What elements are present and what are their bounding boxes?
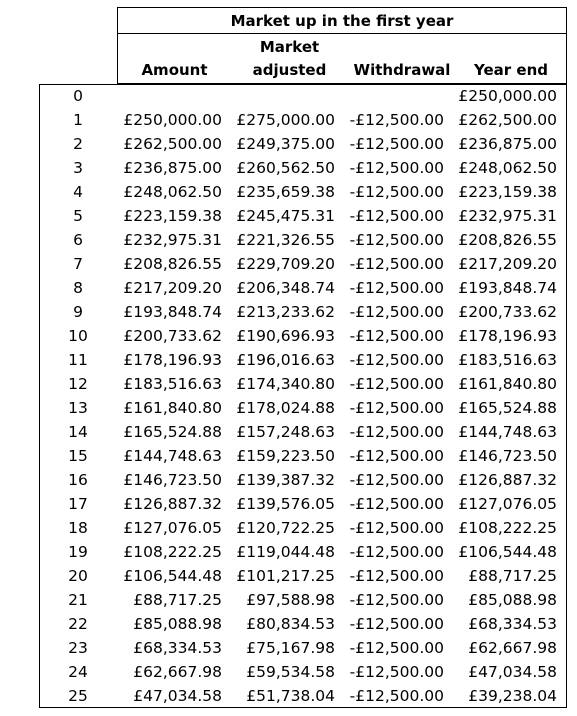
cell-amount: £165,524.88 [123, 423, 222, 441]
cell-year: 6 [73, 231, 83, 249]
cell-year: 0 [73, 87, 83, 105]
cell-year-end: £232,975.31 [458, 207, 557, 225]
cell-year: 13 [68, 399, 88, 417]
cell-year-end: £250,000.00 [458, 87, 557, 105]
column-header-row [117, 33, 567, 84]
table-row [39, 300, 567, 324]
cell-market-adjusted: £190,696.93 [236, 327, 335, 345]
cell-year: 24 [68, 663, 88, 681]
cell-withdrawal: -£12,500.00 [349, 447, 444, 465]
table-row [39, 84, 567, 108]
cell-amount: £106,544.48 [123, 567, 222, 585]
cell-year: 20 [68, 567, 88, 585]
cell-year-end: £62,667.98 [468, 639, 557, 657]
cell-withdrawal: -£12,500.00 [349, 375, 444, 393]
cell-amount: £47,034.58 [133, 687, 222, 705]
cell-market-adjusted: £139,576.05 [236, 495, 335, 513]
cell-market-adjusted: £245,475.31 [236, 207, 335, 225]
cell-amount: £178,196.93 [123, 351, 222, 369]
cell-year-end: £108,222.25 [458, 519, 557, 537]
cell-year: 3 [73, 159, 83, 177]
cell-market-adjusted: £101,217.25 [236, 567, 335, 585]
table-row [39, 180, 567, 204]
cell-year-end: £200,733.62 [458, 303, 557, 321]
table-row [39, 492, 567, 516]
cell-year-end: £193,848.74 [458, 279, 557, 297]
table-body [39, 84, 567, 708]
cell-market-adjusted: £157,248.63 [236, 423, 335, 441]
cell-year: 15 [68, 447, 88, 465]
cell-market-adjusted: £75,167.98 [246, 639, 335, 657]
cell-market-adjusted: £59,534.58 [246, 663, 335, 681]
table-title: Market up in the first year [117, 7, 567, 33]
table-row [39, 396, 567, 420]
cell-market-adjusted: £174,340.80 [236, 375, 335, 393]
table-row [39, 468, 567, 492]
table-row [39, 252, 567, 276]
cell-withdrawal: -£12,500.00 [349, 519, 444, 537]
cell-amount: £161,840.80 [123, 399, 222, 417]
table-row [39, 660, 567, 684]
cell-year: 25 [68, 687, 88, 705]
cell-year: 18 [68, 519, 88, 537]
cell-withdrawal: -£12,500.00 [349, 303, 444, 321]
cell-year: 16 [68, 471, 88, 489]
cell-withdrawal: -£12,500.00 [349, 687, 444, 705]
cell-year-end: £178,196.93 [458, 327, 557, 345]
cell-amount: £146,723.50 [123, 471, 222, 489]
cell-year: 14 [68, 423, 88, 441]
cell-year: 4 [73, 183, 83, 201]
cell-withdrawal: -£12,500.00 [349, 207, 444, 225]
cell-withdrawal: -£12,500.00 [349, 255, 444, 273]
table-row [39, 228, 567, 252]
cell-withdrawal: -£12,500.00 [349, 327, 444, 345]
cell-year: 19 [68, 543, 88, 561]
cell-year-end: £183,516.63 [458, 351, 557, 369]
cell-year: 9 [73, 303, 83, 321]
table-row [39, 420, 567, 444]
cell-amount: £183,516.63 [123, 375, 222, 393]
table-row [39, 132, 567, 156]
cell-withdrawal: -£12,500.00 [349, 567, 444, 585]
cell-withdrawal: -£12,500.00 [349, 495, 444, 513]
cell-market-adjusted: £139,387.32 [236, 471, 335, 489]
header-market-line1: Market [259, 38, 320, 56]
cell-year: 5 [73, 207, 83, 225]
cell-market-adjusted: £260,562.50 [236, 159, 335, 177]
cell-market-adjusted: £213,233.62 [236, 303, 335, 321]
table-row [39, 684, 567, 708]
cell-market-adjusted: £235,659.38 [236, 183, 335, 201]
cell-withdrawal: -£12,500.00 [349, 591, 444, 609]
cell-amount: £85,088.98 [133, 615, 222, 633]
cell-year: 12 [68, 375, 88, 393]
table-row [39, 612, 567, 636]
cell-year: 2 [73, 135, 83, 153]
header-amount: Amount [141, 61, 208, 79]
cell-withdrawal: -£12,500.00 [349, 351, 444, 369]
cell-year-end: £85,088.98 [468, 591, 557, 609]
cell-year-end: £144,748.63 [458, 423, 557, 441]
table-row [39, 156, 567, 180]
cell-year: 11 [68, 351, 88, 369]
cell-amount: £208,826.55 [123, 255, 222, 273]
cell-withdrawal: -£12,500.00 [349, 399, 444, 417]
cell-year: 1 [73, 111, 83, 129]
cell-amount: £236,875.00 [123, 159, 222, 177]
cell-market-adjusted: £275,000.00 [236, 111, 335, 129]
table-row [39, 540, 567, 564]
cell-withdrawal: -£12,500.00 [349, 663, 444, 681]
cell-amount: £200,733.62 [123, 327, 222, 345]
cell-year: 22 [68, 615, 88, 633]
cell-year-end: £248,062.50 [458, 159, 557, 177]
cell-withdrawal: -£12,500.00 [349, 471, 444, 489]
cell-year: 23 [68, 639, 88, 657]
cell-market-adjusted: £51,738.04 [246, 687, 335, 705]
table-row [39, 444, 567, 468]
cell-year-end: £127,076.05 [458, 495, 557, 513]
cell-amount: £108,222.25 [123, 543, 222, 561]
cell-year: 10 [68, 327, 88, 345]
cell-withdrawal: -£12,500.00 [349, 135, 444, 153]
header-year-end: Year end [474, 61, 548, 79]
cell-withdrawal: -£12,500.00 [349, 639, 444, 657]
header-market-line2: adjusted [252, 61, 327, 79]
cell-amount: £88,717.25 [133, 591, 222, 609]
cell-market-adjusted: £249,375.00 [236, 135, 335, 153]
table-row [39, 276, 567, 300]
header-withdrawal: Withdrawal [353, 61, 451, 79]
cell-year-end: £47,034.58 [468, 663, 557, 681]
table-row [39, 564, 567, 588]
cell-year-end: £39,238.04 [468, 687, 557, 705]
cell-market-adjusted: £97,588.98 [246, 591, 335, 609]
cell-amount: £62,667.98 [133, 663, 222, 681]
cell-withdrawal: -£12,500.00 [349, 279, 444, 297]
cell-amount: £126,887.32 [123, 495, 222, 513]
cell-year-end: £262,500.00 [458, 111, 557, 129]
cell-withdrawal: -£12,500.00 [349, 159, 444, 177]
cell-year-end: £126,887.32 [458, 471, 557, 489]
cell-amount: £232,975.31 [123, 231, 222, 249]
cell-market-adjusted: £178,024.88 [236, 399, 335, 417]
cell-year-end: £68,334.53 [468, 615, 557, 633]
cell-amount: £127,076.05 [123, 519, 222, 537]
cell-year: 21 [68, 591, 88, 609]
table-row [39, 588, 567, 612]
cell-withdrawal: -£12,500.00 [349, 231, 444, 249]
cell-amount: £144,748.63 [123, 447, 222, 465]
table-row [39, 516, 567, 540]
cell-amount: £68,334.53 [133, 639, 222, 657]
cell-amount: £248,062.50 [123, 183, 222, 201]
cell-year-end: £217,209.20 [458, 255, 557, 273]
cell-market-adjusted: £221,326.55 [236, 231, 335, 249]
cell-market-adjusted: £229,709.20 [236, 255, 335, 273]
table-row [39, 636, 567, 660]
cell-market-adjusted: £206,348.74 [236, 279, 335, 297]
cell-amount: £193,848.74 [123, 303, 222, 321]
cell-year: 17 [68, 495, 88, 513]
cell-market-adjusted: £80,834.53 [246, 615, 335, 633]
table-row [39, 348, 567, 372]
cell-market-adjusted: £159,223.50 [236, 447, 335, 465]
cell-market-adjusted: £120,722.25 [236, 519, 335, 537]
cell-year-end: £236,875.00 [458, 135, 557, 153]
cell-withdrawal: -£12,500.00 [349, 543, 444, 561]
cell-year-end: £146,723.50 [458, 447, 557, 465]
table-row [39, 372, 567, 396]
cell-year: 8 [73, 279, 83, 297]
cell-market-adjusted: £196,016.63 [236, 351, 335, 369]
cell-amount: £217,209.20 [123, 279, 222, 297]
cell-withdrawal: -£12,500.00 [349, 423, 444, 441]
cell-year: 7 [73, 255, 83, 273]
table-row [39, 324, 567, 348]
cell-year-end: £106,544.48 [458, 543, 557, 561]
table-row [39, 108, 567, 132]
cell-withdrawal: -£12,500.00 [349, 111, 444, 129]
cell-amount: £223,159.38 [123, 207, 222, 225]
cell-withdrawal: -£12,500.00 [349, 183, 444, 201]
cell-market-adjusted: £119,044.48 [236, 543, 335, 561]
cell-year-end: £161,840.80 [458, 375, 557, 393]
cell-year-end: £88,717.25 [468, 567, 557, 585]
cell-year-end: £165,524.88 [458, 399, 557, 417]
cell-amount: £250,000.00 [123, 111, 222, 129]
cell-year-end: £223,159.38 [458, 183, 557, 201]
table-row [39, 204, 567, 228]
cell-amount: £262,500.00 [123, 135, 222, 153]
cell-year-end: £208,826.55 [458, 231, 557, 249]
cell-withdrawal: -£12,500.00 [349, 615, 444, 633]
